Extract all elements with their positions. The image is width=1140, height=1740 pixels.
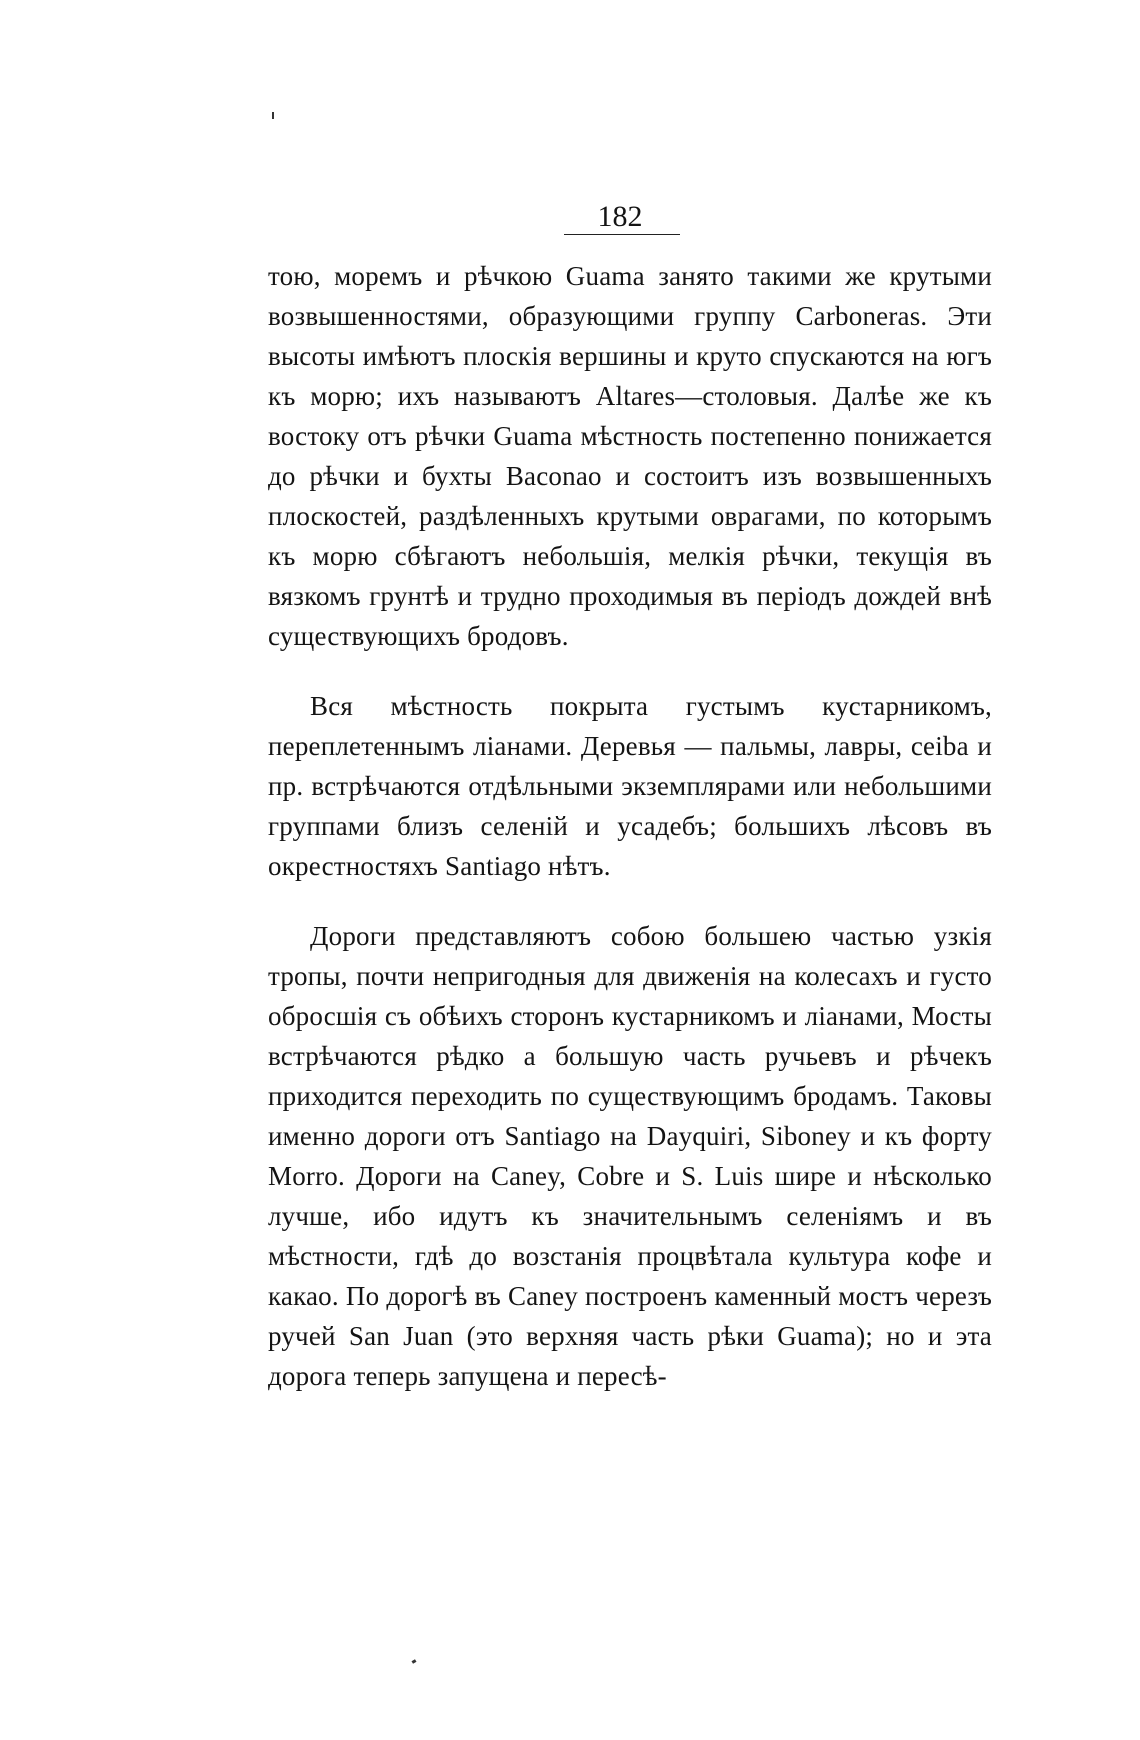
ink-speck xyxy=(272,112,274,119)
page-number-rule xyxy=(564,234,680,235)
paragraph-2: Вся мѣстность покрыта густымъ кустарникомъ, переплетеннымъ ліанами. Деревья — пальмы, лавры, ceiba и пр. встрѣчаются отдѣльными экземплярами или небольшими группами близъ селеній и усадебъ; большихъ лѣсовъ въ окрестностяхъ Santiago нѣтъ. xyxy=(268,691,992,881)
ink-speck xyxy=(412,1659,417,1664)
paragraph-3: Дороги представляютъ собою большею частью узкія тропы, почти непригодныя для движенія на колесахъ и густо обросшія съ обѣихъ сторонъ кустарникомъ и ліанами, Мосты встрѣчаются рѣдко а большую часть ручьевъ и рѣчекъ приходится переходить по существующимъ бродамъ. Таковы именно дороги отъ Santiago на Dayquiri, Siboney и къ форту Morro. Дороги на Caney, Cobre и S. Luis шире и нѣсколько лучше, ибо идутъ къ значительнымъ селеніямъ и въ мѣстности, гдѣ до возстанія процвѣтала культура кофе и какао. По дорогѣ въ Caney построенъ каменный мостъ черезъ ручей San Juan (это верхняя часть рѣки Guama); но и эта дорога теперь запущена и пересѣ- xyxy=(268,921,992,1391)
paragraph-1: тою, моремъ и рѣчкою Guama занято такими же крутыми возвышенностями, образующими группу Carboneras. Эти высоты имѣютъ плоскія вершины и круто спускаются на югъ къ морю; ихъ называютъ Altares—столовыя. Далѣе же къ востоку отъ рѣчки Guama мѣстность постепенно понижается до рѣчки и бухты Baconao и состоитъ изъ возвышенныхъ плоскостей, раздѣленныхъ крутыми оврагами, по которымъ къ морю сбѣгаютъ небольшія, мелкія рѣчки, текущія въ вязкомъ грунтѣ и трудно проходимыя въ періодъ дождей внѣ существующихъ бродовъ. xyxy=(268,261,992,651)
body-text xyxy=(268,256,992,1396)
page-number: 182 xyxy=(597,200,643,233)
